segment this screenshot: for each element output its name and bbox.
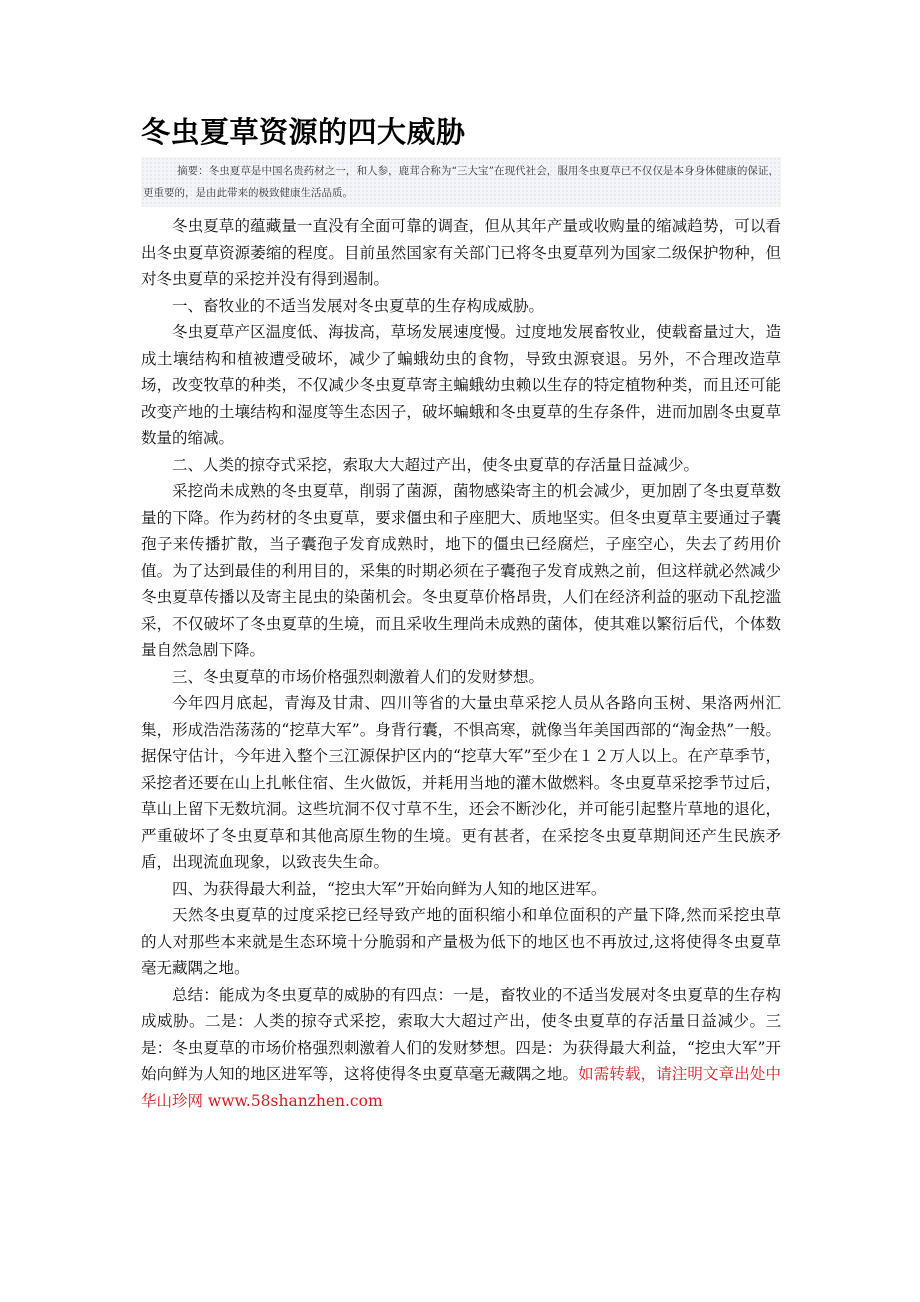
summary-text: 总结：能成为冬虫夏草的威胁的有四点：一是，畜牧业的不适当发展对冬虫夏草的生存构成威胁。二是：人类的掠夺式采挖，索取大大超过产出，使冬虫夏草的存活量日益减少。三是：冬虫夏草的市场价格强烈刺激着人们的发财梦想。四是：为获得最大利益，“挖虫大军”开始向鲜为人知的地区进军等，这将使得冬虫夏草毫无藏隅之地。 [141, 985, 781, 1083]
reprint-notice: 如需转载，请注明文章出处中华山珍网 www.58shanzhen.com [141, 1065, 781, 1110]
document-page [141, 112, 781, 1114]
body-paragraph-1: 冬虫夏草产区温度低、海拔高，草场发展速度慢。过度地发展畜牧业，使载畜量过大，造成土壤结构和植被遭受破坏，减少了蝙蛾幼虫的食物，导致虫源衰退。另外，不合理改造草场，改变牧草的种类，不仅减少冬虫夏草寄主蝙蛾幼虫赖以生存的特定植物种类，而且还可能改变产地的土壤结构和湿度等生态因子，破坏蝙蛾和冬虫夏草的生存条件，进而加剧冬虫夏草数量的缩减。 [141, 323, 781, 447]
intro-paragraph: 冬虫夏草的蕴藏量一直没有全面可靠的调查，但从其年产量或收购量的缩减趋势，可以看出冬虫夏草资源萎缩的程度。目前虽然国家有关部门已将冬虫夏草列为国家二级保护物种，但对冬虫夏草的采挖并没有得到遏制。 [141, 217, 781, 288]
body-paragraph-2: 采挖尚未成熟的冬虫夏草，削弱了菌源，菌物感染寄主的机会减少，更加剧了冬虫夏草数量的下降。作为药材的冬虫夏草，要求僵虫和子座肥大、质地坚实。但冬虫夏草主要通过子囊孢子来传播扩散，当子囊孢子发育成熟时，地下的僵虫已经腐烂，子座空心，失去了药用价值。为了达到最佳的利用目的，采集的时期必须在子囊孢子发育成熟之前，但这样就必然减少冬虫夏草传播以及寄主昆虫的染菌机会。冬虫夏草价格昂贵，人们在经济利益的驱动下乱挖滥采，不仅破坏了冬虫夏草的生境，而且采收生理尚未成熟的菌体，使其难以繁衍后代，个体数量自然急剧下降。 [141, 482, 781, 659]
section-heading-4: 四、为获得最大利益，“挖虫大军”开始向鲜为人知的地区进军。 [172, 879, 607, 898]
article-title: 冬虫夏草资源的四大威胁 [141, 115, 466, 149]
abstract-box: 摘要：冬虫夏草是中国名贵药材之一，和人参，鹿茸合称为“三大宝”在现代社会，服用冬虫夏草已不仅仅是本身身体健康的保证，更重要的，是由此带来的极致健康生活品质。 [141, 157, 781, 207]
body-paragraph-4: 天然冬虫夏草的过度采挖已经导致产地的面积缩小和单位面积的产量下降,然而采挖虫草的人对那些本来就是生态环境十分脆弱和产量极为低下的地区也不再放过,这将使得冬虫夏草毫无藏隅之地。 [141, 906, 781, 977]
section-heading-3: 三、冬虫夏草的市场价格强烈刺激着人们的发财梦想。 [172, 667, 545, 686]
body-paragraph-3: 今年四月底起，青海及甘肃、四川等省的大量虫草采挖人员从各路向玉树、果洛两州汇集，形成浩浩荡荡的“挖草大军”。身背行囊，不惧高寒，就像当年美国西部的“淘金热”一般。据保守估计，今年进入整个三江源保护区内的“挖草大军”至少在１２万人以上。在产草季节，采挖者还要在山上扎帐住宿、生火做饭，并耗用当地的灌木做燃料。冬虫夏草采挖季节过后，草山上留下无数坑洞。这些坑洞不仅寸草不生，还会不断沙化，并可能引起整片草地的退化，严重破坏了冬虫夏草和其他高原生物的生境。更有甚者，在采挖冬虫夏草期间还产生民族矛盾，出现流血现象，以致丧失生命。 [141, 694, 781, 871]
article-body [141, 213, 781, 1114]
summary-paragraph [141, 982, 781, 1115]
section-heading-1: 一、畜牧业的不适当发展对冬虫夏草的生存构成威胁。 [172, 296, 545, 315]
section-heading-2: 二、人类的掠夺式采挖，索取大大超过产出，使冬虫夏草的存活量日益减少。 [172, 455, 700, 474]
